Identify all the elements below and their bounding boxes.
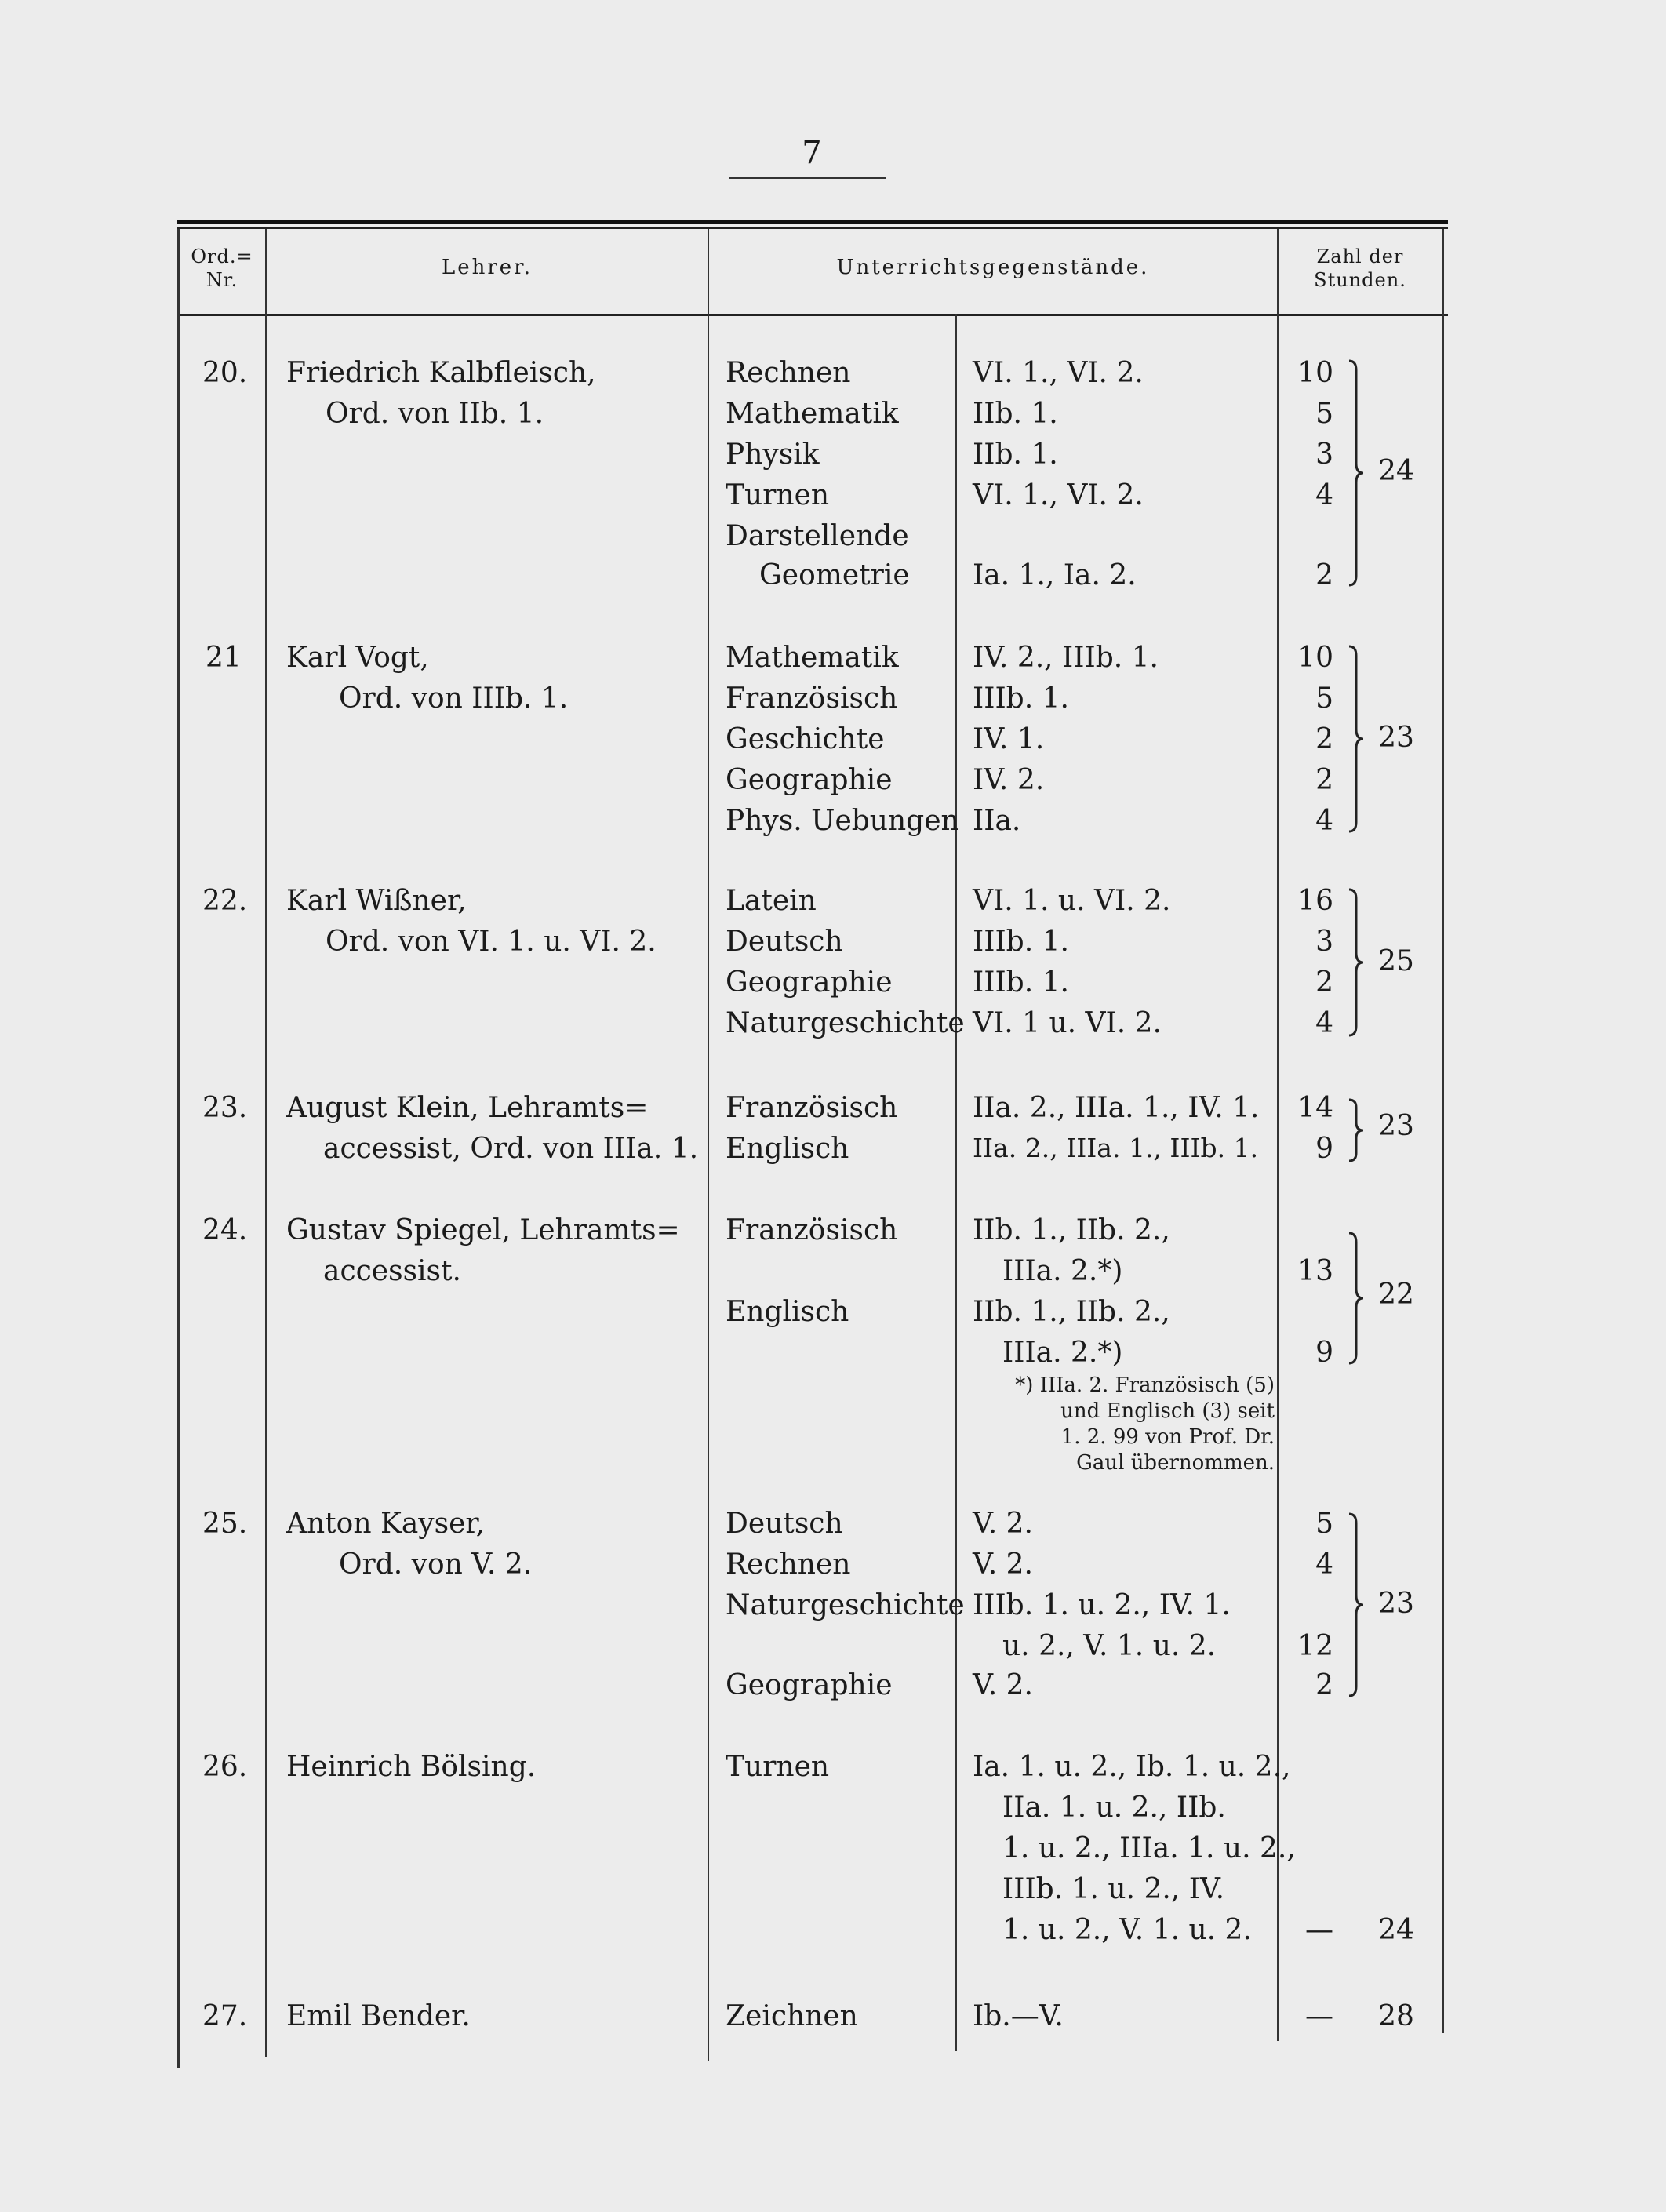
subject: Phys. Uebungen [726, 805, 959, 837]
header-subjects: Unterrichtsgegenstände. [836, 256, 1150, 279]
hours-total: 24 [1378, 1914, 1414, 1946]
class-list: Ia. 1. u. 2., Ib. 1. u. 2., [973, 1751, 1291, 1783]
class-list: IIIb. 1. [973, 966, 1069, 999]
subject: Französisch [726, 1092, 898, 1124]
subject: Französisch [726, 1214, 898, 1246]
header-hours [1279, 245, 1442, 292]
table-top-rule [177, 220, 1448, 224]
hours-value: 9 [1315, 1133, 1333, 1165]
header-hours-line2: Stunden. [1314, 269, 1406, 291]
subject: Geographie [726, 966, 893, 999]
curly-brace-icon [1348, 1512, 1365, 1697]
teacher-name: Karl Wißner, [286, 885, 467, 917]
hours-value: 9 [1315, 1337, 1333, 1369]
class-list: IV. 2., IIIb. 1. [973, 642, 1159, 674]
subject: Darstellende [726, 520, 909, 552]
class-list: IIa. 2., IIIa. 1., IIIb. 1. [973, 1133, 1259, 1163]
class-list: IIa. 1. u. 2., IIb. [1002, 1792, 1226, 1824]
subject: Geometrie [759, 559, 910, 591]
class-list: u. 2., V. 1. u. 2. [1002, 1630, 1217, 1662]
hours-total: 25 [1378, 945, 1414, 977]
hours-dash: — [1305, 2000, 1333, 2032]
subject: Deutsch [726, 1508, 843, 1540]
curly-brace-icon [1348, 1232, 1365, 1365]
subject: Deutsch [726, 926, 843, 958]
curly-brace-icon [1348, 888, 1365, 1037]
class-list: IIIb. 1. [973, 682, 1069, 715]
footnote-line: Gaul übernommen. [1076, 1451, 1275, 1475]
hours-total: 24 [1378, 455, 1414, 487]
class-list: IIIa. 2.*) [1002, 1255, 1123, 1287]
hours-value: 5 [1315, 1508, 1333, 1540]
subject: Naturgeschichte [726, 1007, 965, 1039]
class-list: VI. 1 u. VI. 2. [973, 1007, 1162, 1039]
subject: Geographie [726, 764, 893, 796]
subject: Geographie [726, 1669, 893, 1701]
hours-value: 4 [1315, 1548, 1333, 1581]
hours-value: 16 [1297, 885, 1333, 917]
class-list: IIIb. 1. [973, 926, 1069, 958]
class-list: IIIb. 1. u. 2., IV. [1002, 1873, 1225, 1905]
class-list: VI. 1. u. VI. 2. [973, 885, 1171, 917]
subject: Englisch [726, 1133, 849, 1165]
hours-value: 2 [1315, 723, 1333, 755]
subject: Mathematik [726, 642, 899, 674]
subject: Naturgeschichte [726, 1589, 965, 1621]
row-number: 25. [202, 1508, 248, 1540]
hours-value: 5 [1315, 398, 1333, 430]
teacher-name: Friedrich Kalbfleisch, [286, 357, 596, 389]
subject: Latein [726, 885, 817, 917]
header-teacher: Lehrer. [441, 256, 533, 279]
teacher-name: Heinrich Bölsing. [286, 1751, 537, 1783]
subject: Rechnen [726, 1548, 851, 1581]
footnote-line: *) IIIa. 2. Französisch (5) [1015, 1373, 1275, 1397]
teacher-name: Anton Kayser, [286, 1508, 486, 1540]
header-nr [179, 245, 265, 292]
hours-total: 22 [1378, 1279, 1414, 1311]
teacher-role: Ord. von V. 2. [339, 1548, 533, 1581]
subject: Turnen [726, 1751, 830, 1783]
teacher-name: August Klein, Lehramts= [286, 1092, 649, 1124]
hours-value: 10 [1297, 642, 1333, 674]
table-right-border [1442, 229, 1444, 2033]
column-divider-nr [265, 229, 267, 2057]
class-list: IIa. [973, 805, 1021, 837]
hours-value: 14 [1297, 1092, 1333, 1124]
subject: Physik [726, 438, 820, 471]
row-number: 20. [202, 357, 248, 389]
footnote-line: 1. 2. 99 von Prof. Dr. [1060, 1425, 1275, 1449]
class-list: IV. 1. [973, 723, 1045, 755]
hours-dash: — [1305, 1914, 1333, 1946]
class-list: IIb. 1., IIb. 2., [973, 1296, 1170, 1328]
subject: Geschichte [726, 723, 885, 755]
class-list: IIIa. 2.*) [1002, 1337, 1123, 1369]
teacher-role: Ord. von IIb. 1. [326, 398, 544, 430]
curly-brace-icon [1348, 359, 1365, 587]
teacher-role: Ord. von VI. 1. u. VI. 2. [326, 926, 657, 958]
teacher-name: Karl Vogt, [286, 642, 429, 674]
class-list: IIIb. 1. u. 2., IV. 1. [973, 1589, 1231, 1621]
class-list: IIb. 1. [973, 438, 1058, 471]
class-list: V. 2. [973, 1508, 1033, 1540]
teacher-role: accessist, Ord. von IIIa. 1. [323, 1133, 699, 1165]
hours-total: 23 [1378, 722, 1414, 754]
subject: Zeichnen [726, 2000, 858, 2032]
table-left-border [177, 229, 180, 2068]
class-list: 1. u. 2., V. 1. u. 2. [1002, 1914, 1252, 1946]
row-number: 23. [202, 1092, 248, 1124]
hours-value: 12 [1297, 1630, 1333, 1662]
class-list: V. 2. [973, 1669, 1033, 1701]
hours-value: 4 [1315, 1007, 1333, 1039]
class-list: Ia. 1., Ia. 2. [973, 559, 1137, 591]
class-list: VI. 1., VI. 2. [973, 479, 1144, 511]
header-hours-line1: Zahl der [1316, 246, 1404, 267]
class-list: IV. 2. [973, 764, 1045, 796]
column-divider-subject [955, 314, 957, 2051]
curly-brace-icon [1348, 1098, 1365, 1162]
header-nr-line1: Ord.= [191, 246, 253, 267]
class-list: VI. 1., VI. 2. [973, 357, 1144, 389]
footnote-line: und Englisch (3) seit [1060, 1399, 1275, 1423]
curly-brace-icon [1348, 645, 1365, 833]
table-header-rule [177, 314, 1448, 316]
subject: Turnen [726, 479, 830, 511]
hours-value: 5 [1315, 682, 1333, 715]
hours-value: 2 [1315, 966, 1333, 999]
class-list: V. 2. [973, 1548, 1033, 1581]
subject: Englisch [726, 1296, 849, 1328]
row-number: 24. [202, 1214, 248, 1246]
hours-value: 2 [1315, 1669, 1333, 1701]
column-divider-teacher [708, 229, 709, 2061]
class-list: Ib.—V. [973, 2000, 1064, 2032]
teacher-name: Gustav Spiegel, Lehramts= [286, 1214, 680, 1246]
footnote [965, 1373, 1275, 1476]
subject: Rechnen [726, 357, 851, 389]
header-nr-line2: Nr. [206, 269, 238, 291]
hours-total: 23 [1378, 1110, 1414, 1142]
teacher-role: Ord. von IIIb. 1. [339, 682, 569, 715]
class-list: IIa. 2., IIIa. 1., IV. 1. [973, 1092, 1260, 1124]
hours-value: 10 [1297, 357, 1333, 389]
hours-value: 2 [1315, 559, 1333, 591]
teacher-name: Emil Bender. [286, 2000, 471, 2032]
class-list: 1. u. 2., IIIa. 1. u. 2., [1002, 1832, 1296, 1865]
table-top-rule-thin [177, 227, 1448, 229]
subject: Französisch [726, 682, 898, 715]
row-number: 22. [202, 885, 248, 917]
subject: Mathematik [726, 398, 899, 430]
hours-total: 23 [1378, 1588, 1414, 1620]
class-list: IIb. 1. [973, 398, 1058, 430]
row-number: 21 [206, 642, 242, 674]
hours-value: 2 [1315, 764, 1333, 796]
row-number: 27. [202, 2000, 248, 2032]
row-number: 26. [202, 1751, 248, 1783]
hours-total: 28 [1378, 2000, 1414, 2032]
page-number: 7 [802, 135, 822, 171]
hours-value: 3 [1315, 926, 1333, 958]
hours-value: 4 [1315, 479, 1333, 511]
page-number-rule [729, 177, 886, 179]
teacher-role: accessist. [323, 1255, 461, 1287]
hours-value: 3 [1315, 438, 1333, 471]
hours-value: 13 [1297, 1255, 1333, 1287]
hours-value: 4 [1315, 805, 1333, 837]
class-list: IIb. 1., IIb. 2., [973, 1214, 1170, 1246]
